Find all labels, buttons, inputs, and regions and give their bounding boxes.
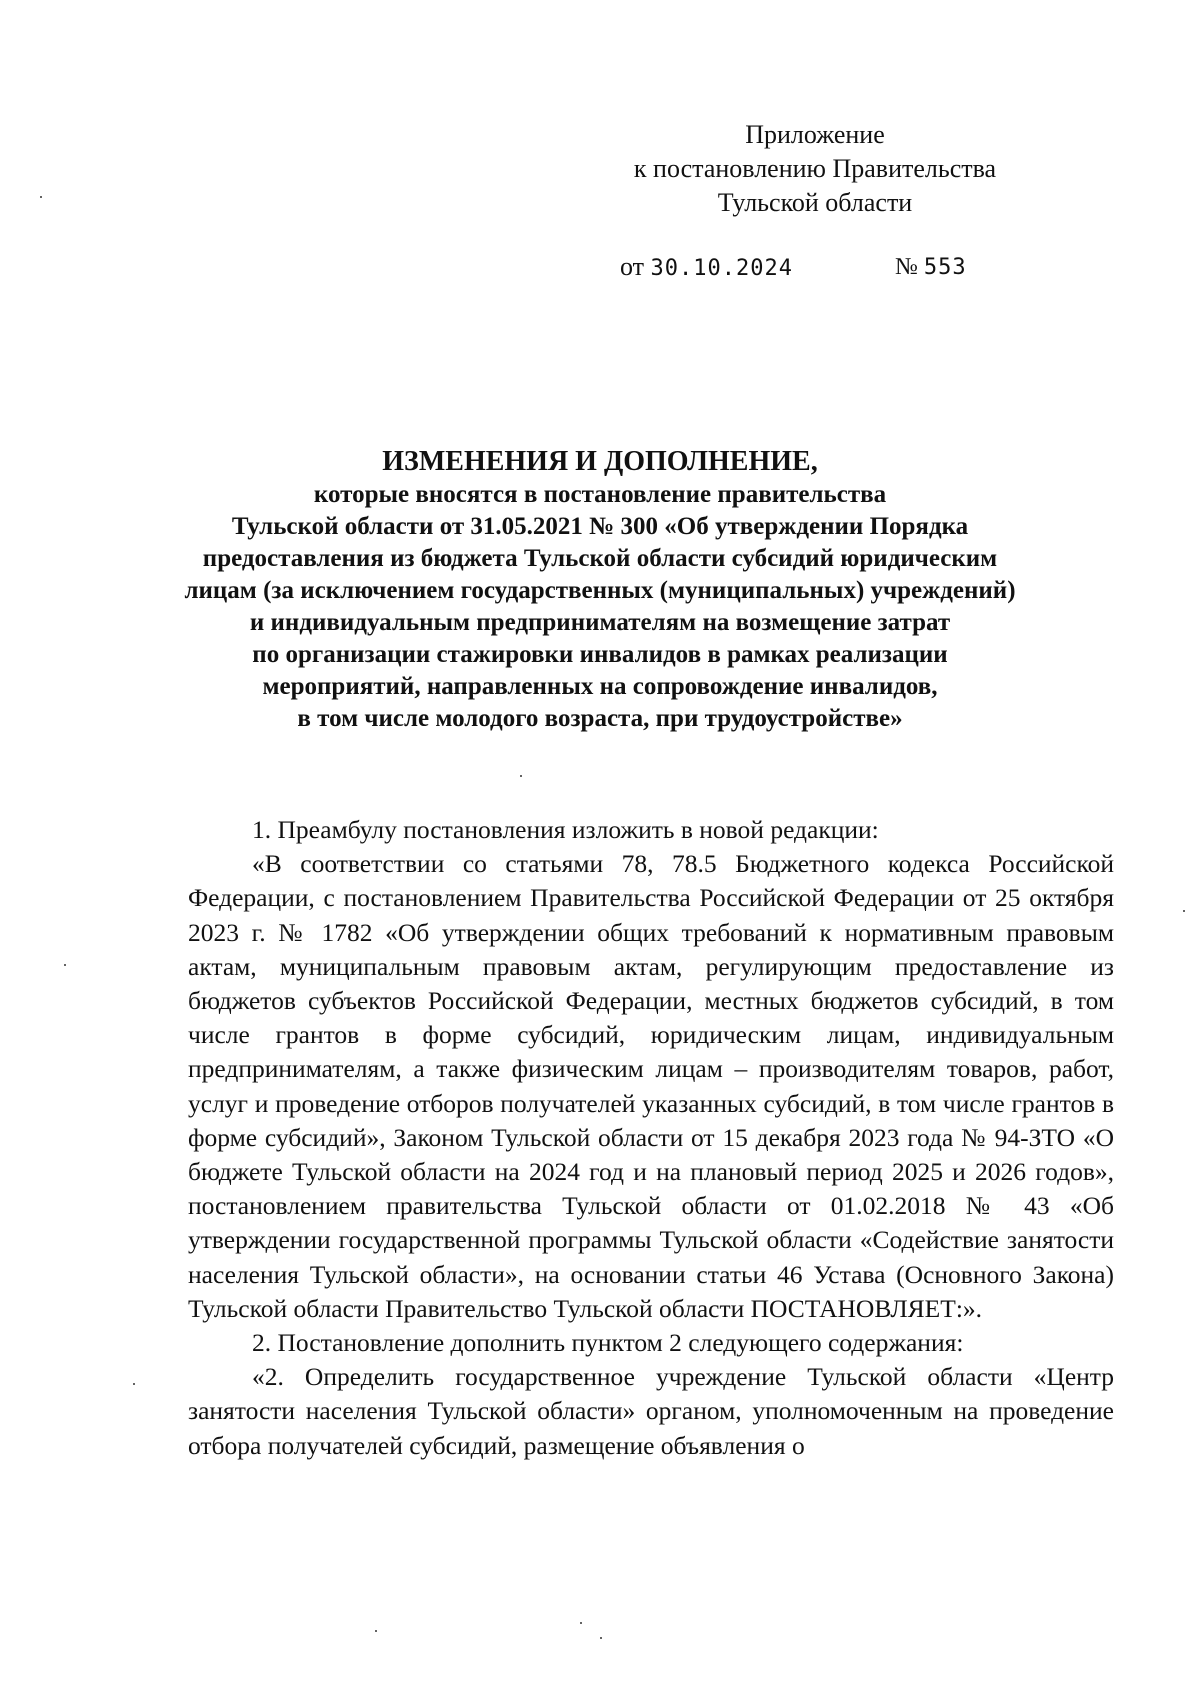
body-paragraph-2: «В соответствии со статьями 78, 78.5 Бюджетного кодекса Российской Федерации, с постановлением Правительства Российской Федерации от 25 октября 2023 г. № 1782 «Об утверждении общих требований к нормативным правовым актам, муниципальным правовым актам, регулирующим предоставление из бюджетов субъектов Российской Федерации, местных бюджетов субсидий, в том числе грантов в форме субсидий, юридическим лицам, индивидуальным предпринимателям, а также физическим лицам – производителям товаров, работ, услуг и проведение отборов получателей указанных субсидий, в том числе грантов в форме субсидий», Законом Тульской области от 15 декабря 2023 года № 94-ЗТО «О бюджете Тульской области на 2024 год и на плановый период 2025 и 2026 годов», постановлением правительства Тульской области от 01.02.2018 № 43 «Об утверждении государственной программы Тульской области «Содействие занятости населения Тульской области», на основании статьи 46 Устава (Основного Закона) Тульской области Правительство Тульской области ПОСТАНОВЛЯЕТ:». (188, 849, 1114, 1323)
decree-number (895, 250, 967, 285)
appendix-reference: к постановлению Правительства (633, 154, 997, 183)
decree-date-prefix: от (620, 252, 645, 281)
appendix-title: Приложение (745, 120, 885, 149)
appendix-header (600, 118, 1030, 220)
title-line: лицам (за исключением государственных (муниципальных) учреждений) (184, 577, 1016, 604)
scan-speck (40, 196, 42, 198)
scan-speck (600, 1637, 602, 1639)
title-line: и индивидуальным предпринимателям на возмещение затрат (249, 609, 951, 636)
body-paragraph-1: 1. Преамбулу постановления изложить в новой редакции: (252, 815, 879, 844)
decree-number-value: 553 (923, 255, 967, 280)
title-line: в том числе молодого возраста, при трудоустройстве» (297, 705, 903, 732)
title-line: Тульской области от 31.05.2021 № 300 «Об утверждении Порядка (231, 513, 969, 540)
title-line: которые вносятся в постановление правительства (313, 481, 887, 508)
title-line: предоставления из бюджета Тульской области субсидий юридическим (202, 545, 998, 572)
appendix-region: Тульской области (717, 188, 913, 217)
scan-speck (520, 775, 522, 777)
scan-speck (133, 1383, 135, 1385)
scan-speck (64, 964, 66, 966)
title-heading: ИЗМЕНЕНИЯ И ДОПОЛНЕНИЕ, (382, 446, 818, 477)
body-paragraph-3: 2. Постановление дополнить пунктом 2 следующего содержания: (252, 1328, 964, 1358)
scan-speck (375, 1630, 377, 1632)
body-paragraph-4: «2. Определить государственное учреждение Тульской области «Центр занятости населения Тульской области» органом, уполномоченным на проведение отбора получателей субсидий, размещение объявления о (188, 1362, 1114, 1460)
title-line: по организации стажировки инвалидов в рамках реализации (252, 641, 948, 668)
title-line: мероприятий, направленных на сопровождение инвалидов, (262, 673, 938, 700)
decree-date-value: 30.10.2024 (650, 256, 793, 281)
decree-number-label: № (895, 254, 918, 280)
decree-date (620, 250, 793, 286)
scan-speck (580, 1622, 582, 1624)
scan-speck (1183, 910, 1185, 912)
document-body (188, 813, 1114, 1463)
document-title (150, 445, 1050, 735)
